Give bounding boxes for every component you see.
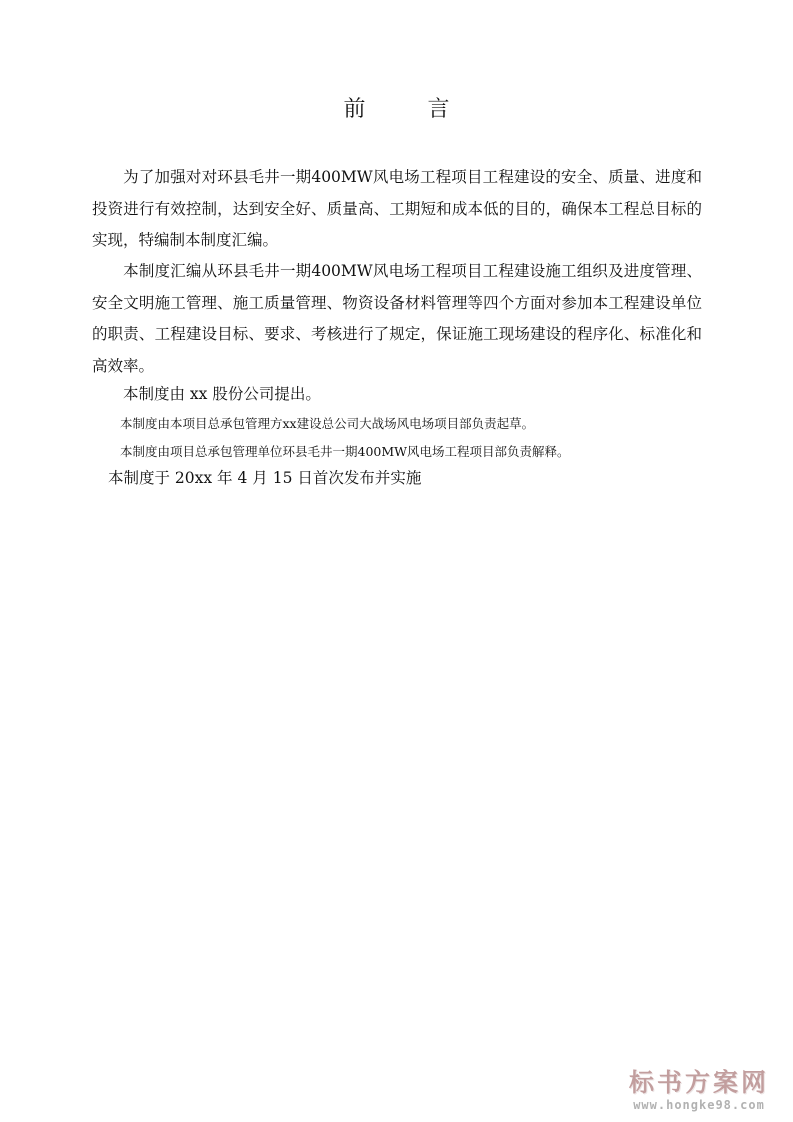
intro-paragraph-1 [92, 162, 702, 257]
interpreted-by-line: 本制度由项目总承包管理单位环县毛井一期400MW风电场工程项目部负责解释。 [120, 444, 570, 459]
proposed-by-line: 本制度由 xx 股份公司提出。 [123, 385, 321, 403]
watermark-url: www.hongke98.com [633, 1098, 765, 1112]
intro-paragraph-2 [92, 256, 702, 382]
issue-date-line: 本制度于 20xx 年 4 月 15 日首次发布并实施 [108, 469, 422, 487]
page-title: 前 言 [343, 97, 470, 122]
intro-paragraph-1-text: 为了加强对对环县毛井一期400MW风电场工程项目工程建设的安全、质量、进度和投资进行有效控制，达到安全好、质量高、工期短和成本低的目的，确保本工程总目标的实现，特编制本制度汇编。 [92, 168, 702, 249]
watermark-name: 标书方案网 [628, 1068, 769, 1097]
drafted-by-line: 本制度由本项目总承包管理方xx建设总公司大战场风电场项目部负责起草。 [120, 416, 535, 431]
site-watermark [619, 1068, 779, 1112]
intro-paragraph-2-text: 本制度汇编从环县毛井一期400MW风电场工程项目工程建设施工组织及进度管理、安全文明施工管理、施工质量管理、物资设备材料管理等四个方面对参加本工程建设单位的职责、工程建设目标、要求、考核进行了规定，保证施工现场建设的程序化、标准化和高效率。 [92, 262, 702, 375]
